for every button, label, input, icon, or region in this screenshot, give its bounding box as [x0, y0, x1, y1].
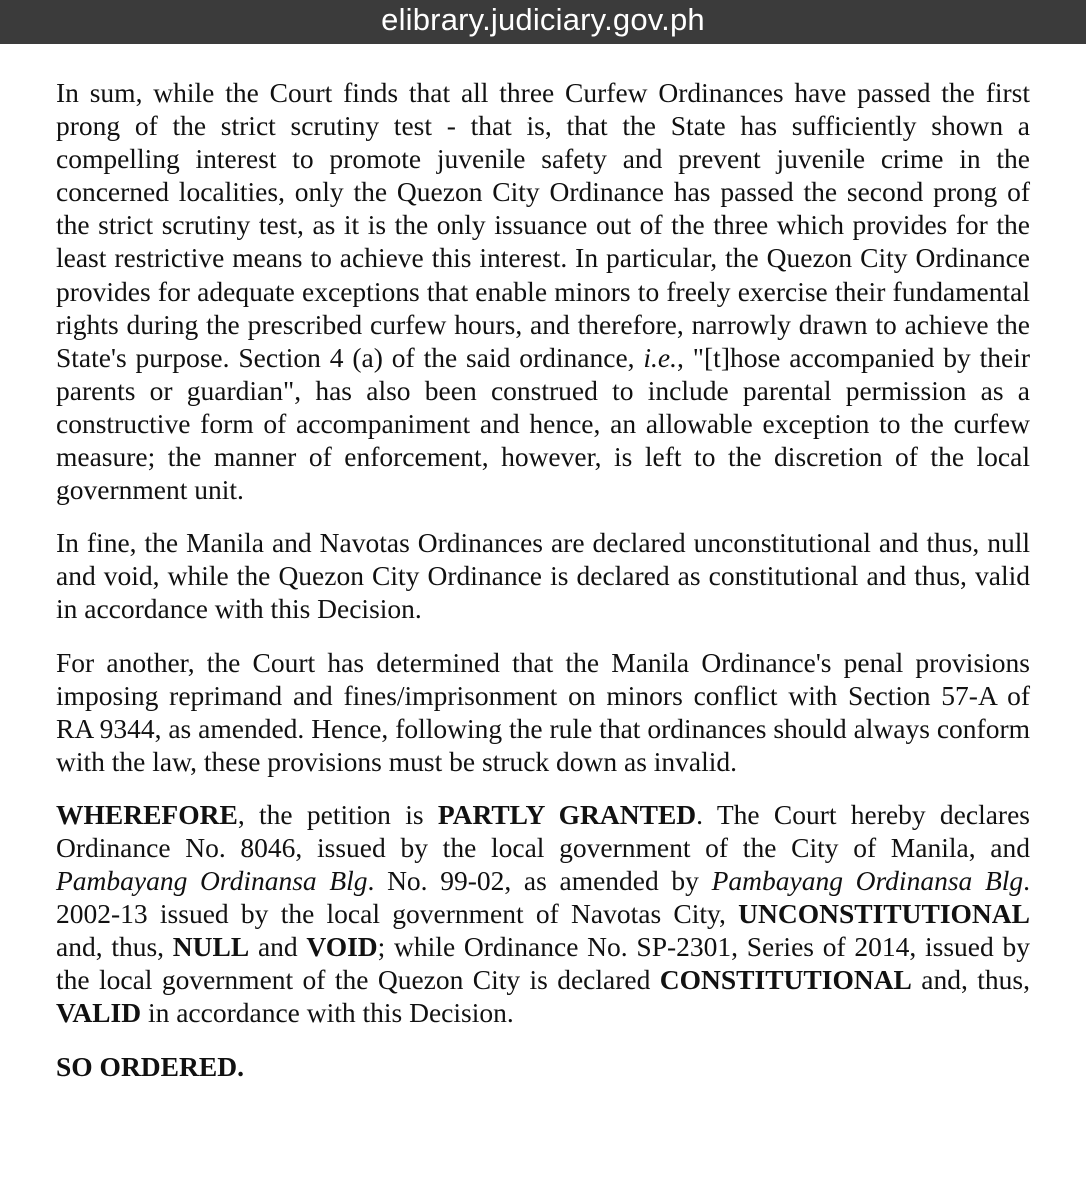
text-run: and [249, 931, 307, 963]
url-text: elibrary.judiciary.gov.ph [381, 2, 705, 37]
bold-wherefore: WHEREFORE [56, 798, 238, 830]
text-run: and, thus, [56, 931, 173, 963]
paragraph-in-fine: In fine, the Manila and Navotas Ordinances are declared unconstitutional and thus, null and void, while the Quezon City Ordinance is declared as constitutional and thus, valid in accordance with this Decision. [56, 527, 1030, 625]
bold-valid: VALID [56, 997, 142, 1029]
text-run: In sum, while the Court finds that all three Curfew Ordinances have passed the first prong of the strict scrutiny test - that is, that the State has sufficiently shown a compelling interest to promote juvenile safety and prevent juvenile crime in the concerned localities, only the Quezon City Ordinance has passed the second prong of the strict scrutiny test, as it is the only issuance out of the three which provides for the least restrictive means to achieve this interest. In particular, the Quezon City Ordinance provides for adequate exceptions that enable minors to freely exercise their fundamental rights during the prescribed curfew hours, and therefore, narrowly drawn to achieve the State's purpose. Section 4 (a) of the said ordinance, [56, 77, 1030, 373]
bold-so-ordered: SO ORDERED. [56, 1050, 244, 1082]
text-run: ; while Ordinance No. SP-2301, Series of 2014, issued by the local government of the Quezon City is declared [56, 931, 1030, 996]
text-run: , the petition is [237, 798, 438, 830]
text-run: and, thus, [911, 964, 1030, 996]
italic-pambayang-ordinansa: Pambayang Ordinansa Blg [711, 865, 1024, 897]
text-run: . 2002-13 issued by the local government of Navotas City, [56, 865, 1031, 930]
text-run: in accordance with this Decision. [141, 997, 514, 1029]
so-ordered [56, 1050, 1030, 1083]
bold-void: VOID [306, 931, 378, 963]
url-bar[interactable] [0, 0, 1086, 44]
italic-ie: i.e. [643, 341, 678, 373]
paragraph-summary [56, 76, 1030, 506]
italic-pambayang-ordinansa: Pambayang Ordinansa Blg [56, 865, 368, 897]
text-run: , "[t]hose accompanied by their parents or guardian", has also been construed to include parental permission as a constructive form of accompaniment and hence, an allowable exception to the curfew measure; the manner of enforcement, however, is left to the discretion of the local government unit. [56, 341, 1030, 506]
document-body [56, 76, 1030, 1103]
bold-partly-granted: PARTLY GRANTED [437, 798, 697, 830]
text-run: . No. 99-02, as amended by [367, 865, 712, 897]
bold-null: NULL [172, 931, 250, 963]
bold-constitutional: CONSTITUTIONAL [659, 964, 912, 996]
paragraph-dispositive [56, 798, 1030, 1030]
bold-unconstitutional: UNCONSTITUTIONAL [738, 898, 1030, 930]
text-run: . The Court hereby declares Ordinance No. 8046, issued by the local government of the City of Manila, and [56, 798, 1030, 863]
paragraph-for-another: For another, the Court has determined that the Manila Ordinance's penal provisions imposing reprimand and fines/imprisonment on minors conflict with Section 57-A of RA 9344, as amended. Hence, following the rule that ordinances should always conform with the law, these provisions must be struck down as invalid. [56, 646, 1030, 777]
